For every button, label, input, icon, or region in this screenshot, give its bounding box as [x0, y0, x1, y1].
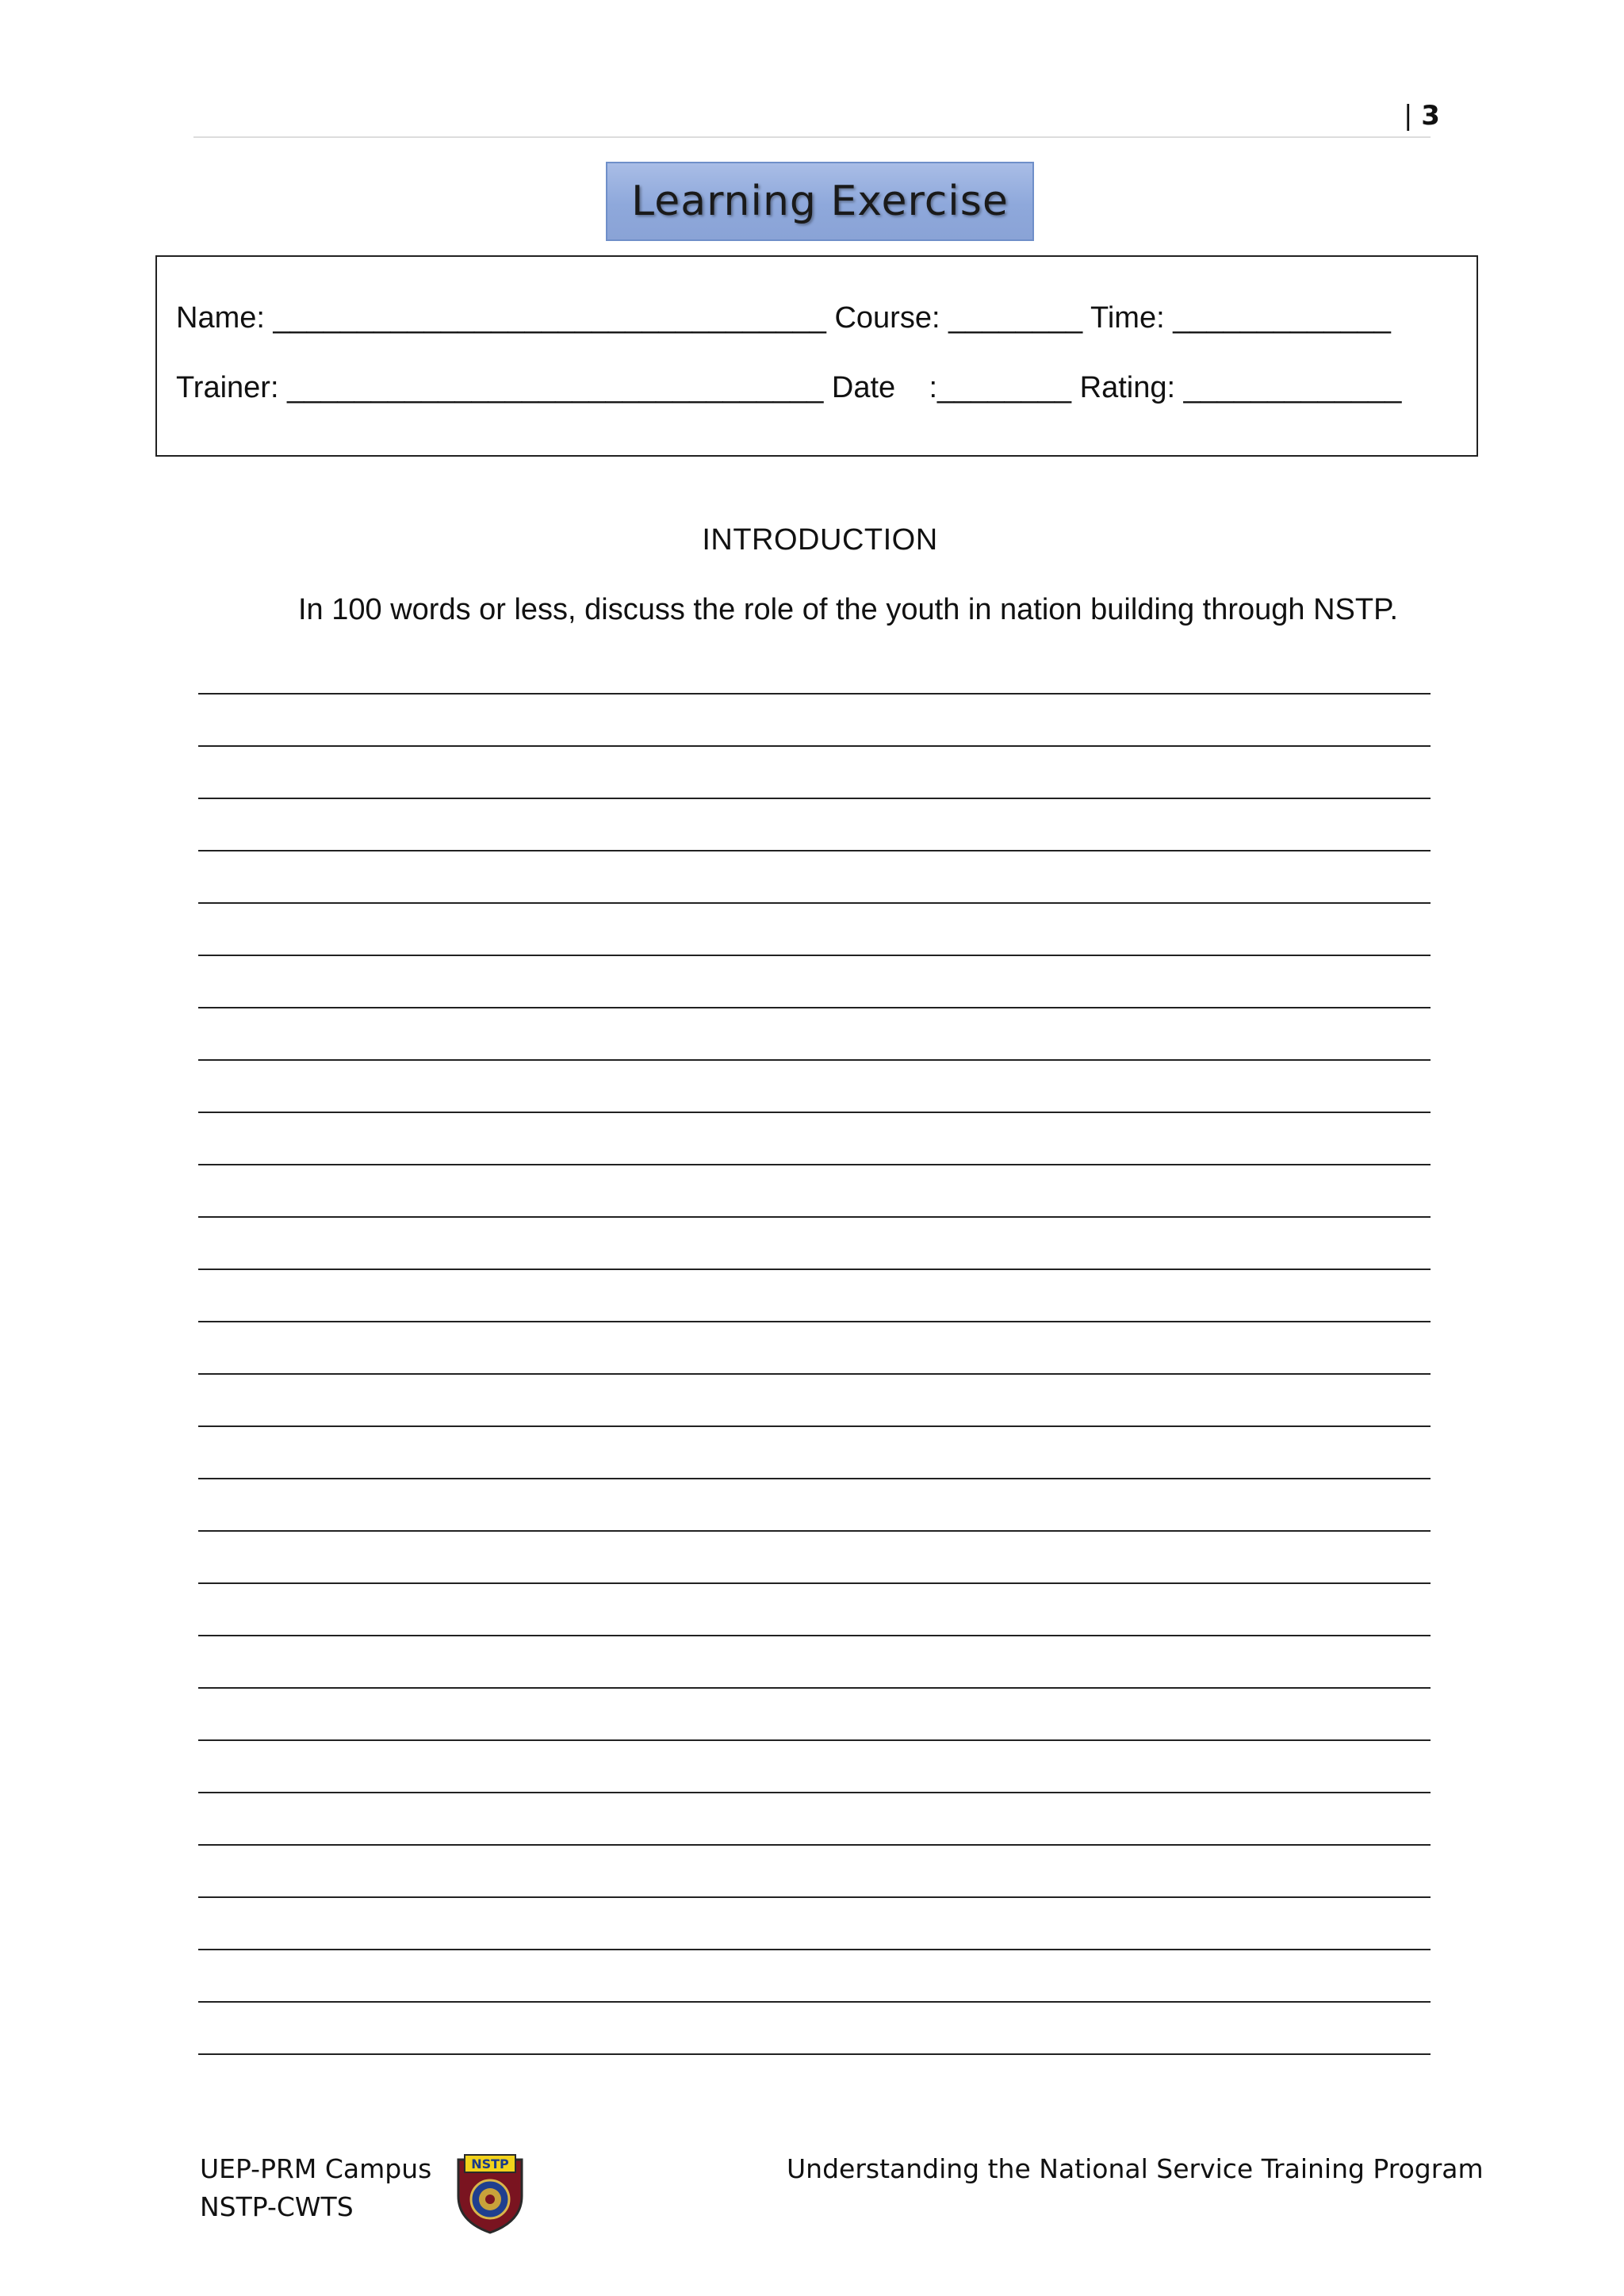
- answer-line[interactable]: [198, 2053, 1431, 2055]
- info-row-1: [176, 301, 1391, 335]
- answer-line[interactable]: [198, 1687, 1431, 1689]
- page-number-value: 3: [1421, 100, 1440, 132]
- answer-line[interactable]: [198, 1059, 1431, 1061]
- answer-line[interactable]: [198, 1844, 1431, 1846]
- footer-campus: UEP-PRM Campus: [200, 2153, 432, 2184]
- course-label: Course:: [834, 301, 940, 335]
- answer-line[interactable]: [198, 902, 1431, 904]
- answer-line[interactable]: [198, 1007, 1431, 1008]
- answer-line[interactable]: [198, 1269, 1431, 1270]
- date-field[interactable]: :________: [929, 371, 1072, 404]
- answer-line[interactable]: [198, 1739, 1431, 1741]
- answer-line[interactable]: [198, 798, 1431, 799]
- course-field[interactable]: ________: [948, 301, 1083, 335]
- page-title: Learning Exercise: [631, 178, 1009, 225]
- section-heading: INTRODUCTION: [702, 523, 938, 557]
- answer-line[interactable]: [198, 1792, 1431, 1793]
- page-number-prefix: |: [1404, 100, 1422, 132]
- answer-line[interactable]: [198, 1373, 1431, 1375]
- name-label: Name:: [176, 301, 265, 335]
- answer-line[interactable]: [198, 1478, 1431, 1479]
- answer-line[interactable]: [198, 1216, 1431, 1218]
- name-field[interactable]: _________________________________: [273, 301, 826, 335]
- answer-line[interactable]: [198, 1530, 1431, 1532]
- logo-text: NSTP: [471, 2156, 509, 2172]
- answer-line[interactable]: [198, 850, 1431, 851]
- date-label: Date: [831, 371, 896, 404]
- time-label: Time:: [1090, 301, 1165, 335]
- trainer-label: Trainer:: [176, 371, 279, 404]
- footer-program: NSTP-CWTS: [200, 2191, 354, 2222]
- answer-line[interactable]: [198, 1949, 1431, 1950]
- answer-line[interactable]: [198, 1425, 1431, 1427]
- answer-line[interactable]: [198, 1112, 1431, 1113]
- answer-line[interactable]: [198, 1896, 1431, 1898]
- answer-line[interactable]: [198, 2001, 1431, 2003]
- student-info-box: [155, 255, 1478, 457]
- answer-line[interactable]: [198, 1635, 1431, 1636]
- answer-line[interactable]: [198, 745, 1431, 747]
- rating-label: Rating:: [1079, 371, 1176, 404]
- answer-line[interactable]: [198, 1164, 1431, 1165]
- page-number: [1404, 100, 1440, 132]
- answer-line[interactable]: [198, 955, 1431, 956]
- info-row-2: [176, 371, 1401, 405]
- answer-line[interactable]: [198, 1321, 1431, 1322]
- answer-line[interactable]: [198, 1582, 1431, 1584]
- footer-course-title: Understanding the National Service Training Program: [787, 2153, 1484, 2184]
- rating-field[interactable]: _____________: [1183, 371, 1402, 404]
- nstp-logo-icon: [455, 2152, 525, 2234]
- title-banner: [606, 162, 1034, 241]
- exercise-prompt: In 100 words or less, discuss the role of the youth in nation building through NSTP.: [298, 593, 1399, 626]
- answer-lines-area[interactable]: [198, 693, 1431, 2106]
- header-rule: [193, 136, 1431, 138]
- answer-line[interactable]: [198, 693, 1431, 695]
- trainer-field[interactable]: ________________________________: [287, 371, 824, 404]
- footer-campus-block: [200, 2150, 431, 2226]
- time-field[interactable]: _____________: [1173, 301, 1391, 335]
